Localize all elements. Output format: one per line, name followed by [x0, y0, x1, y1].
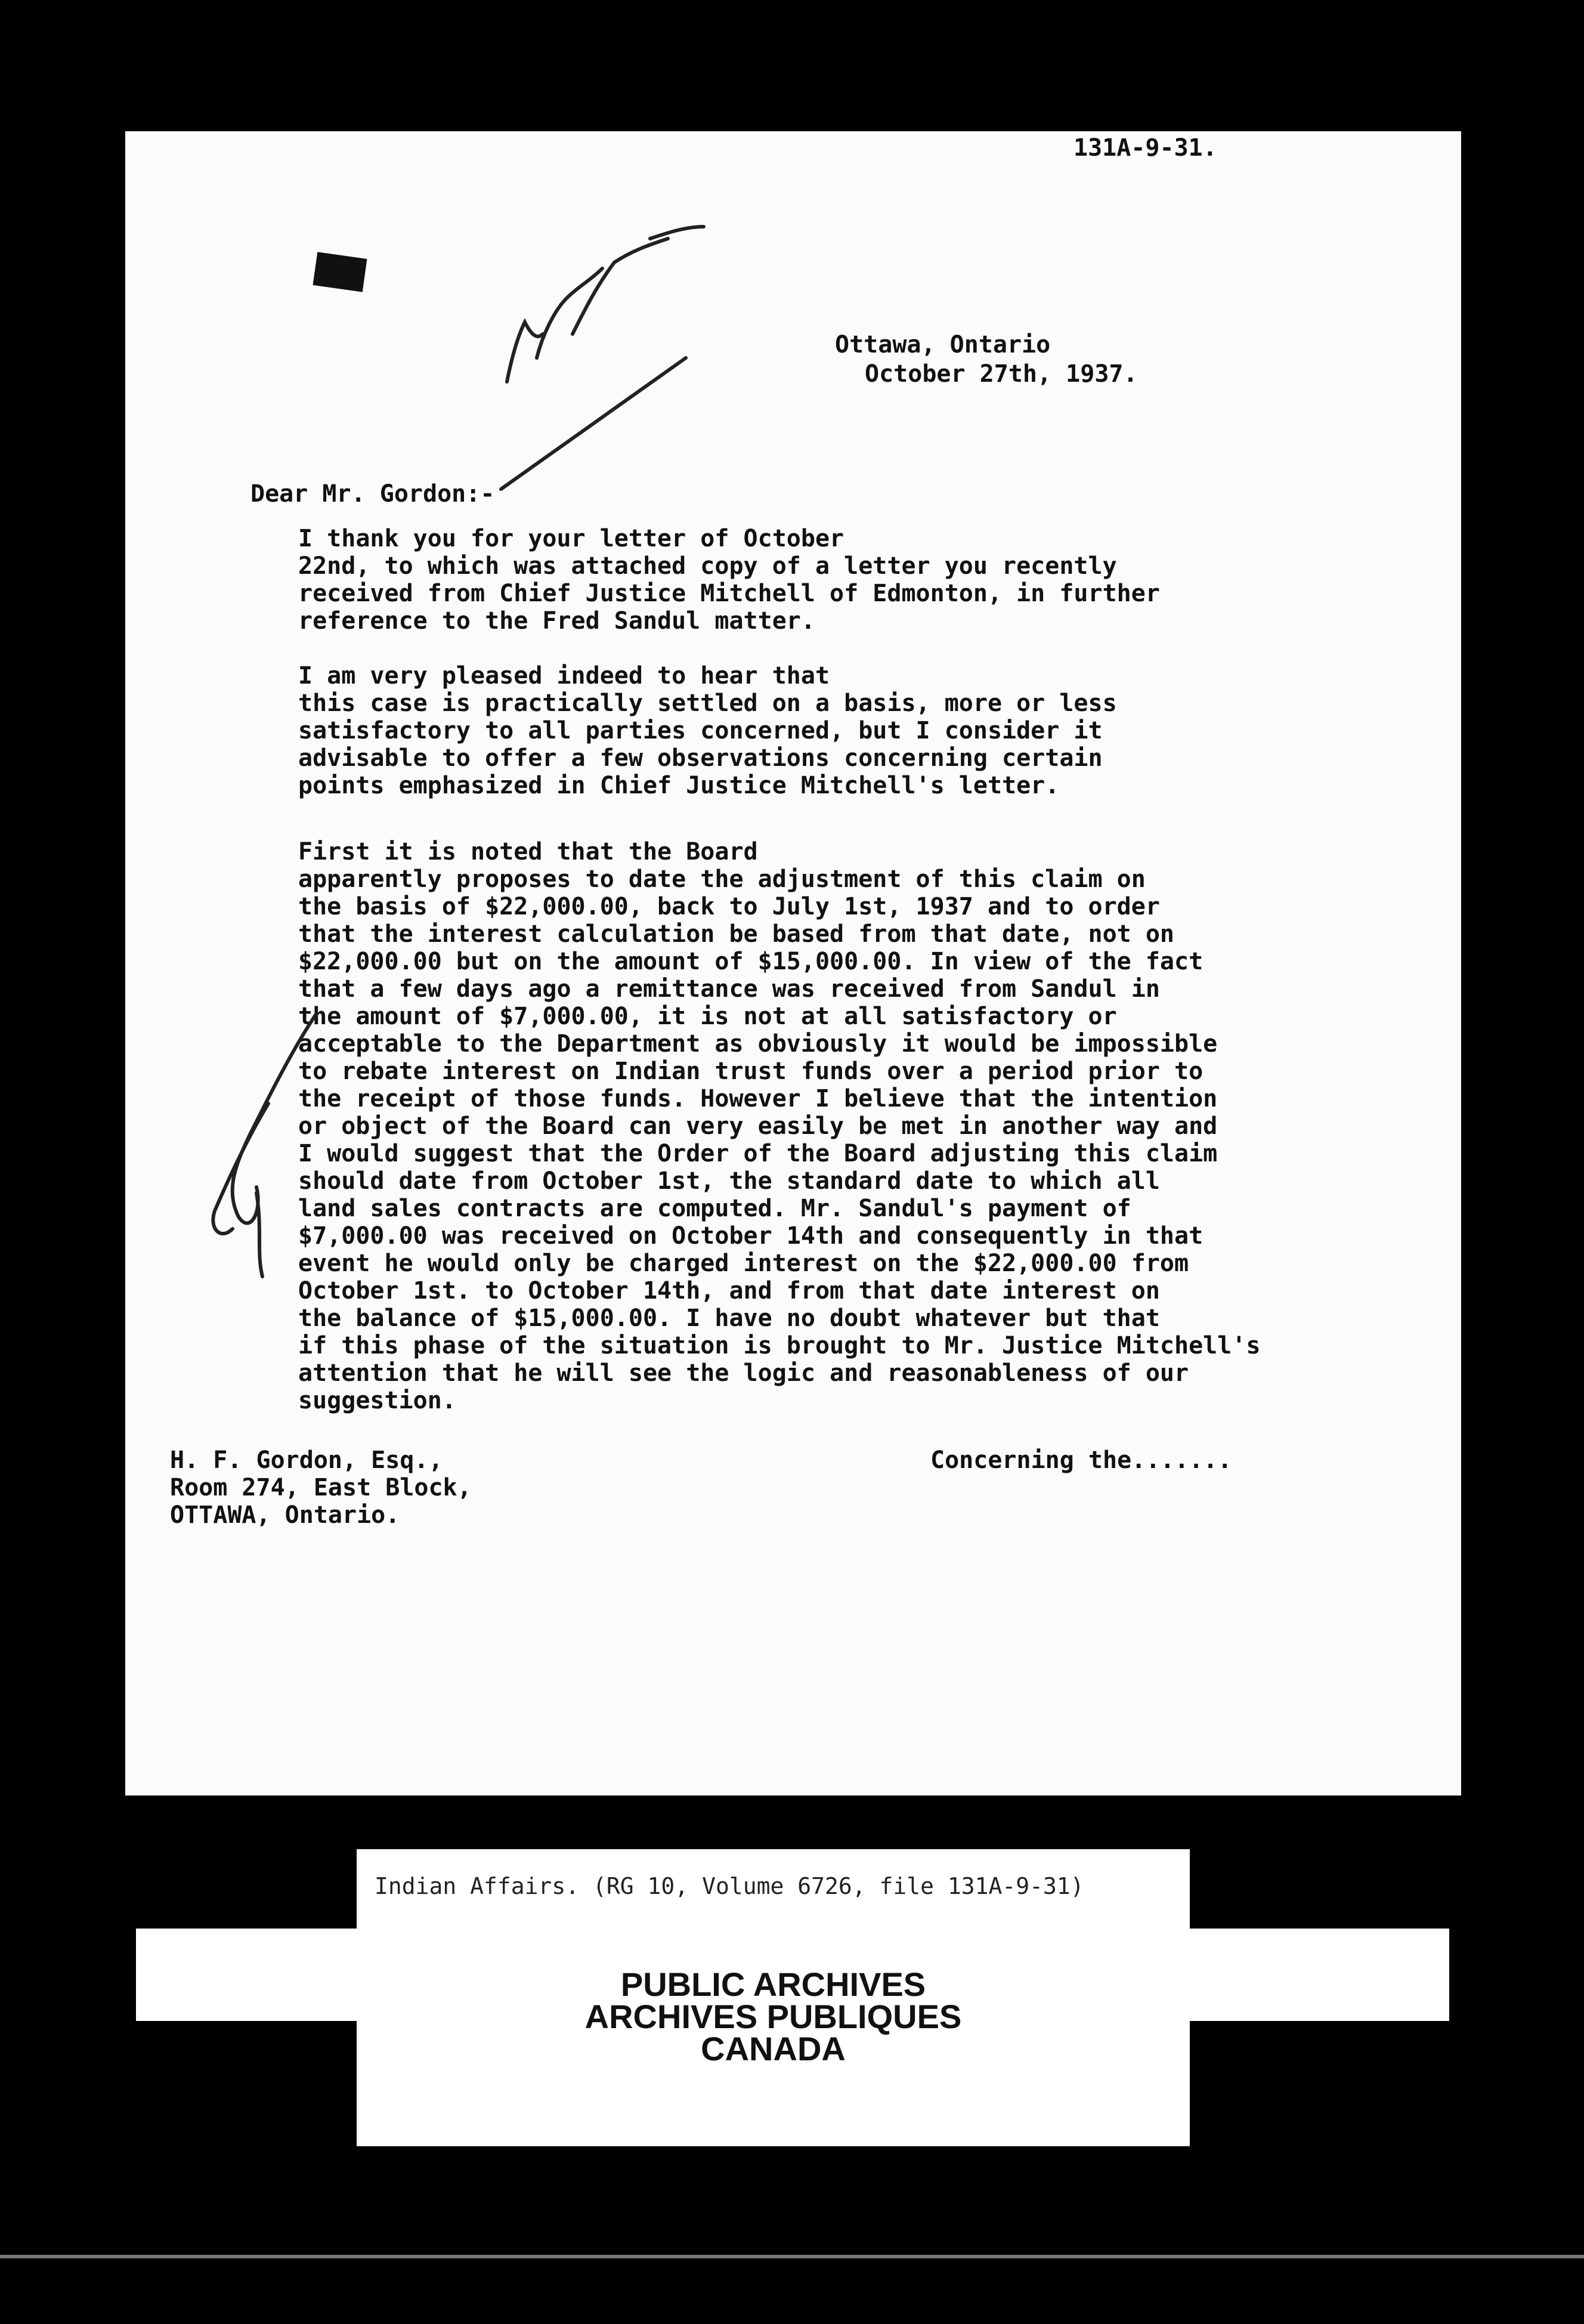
paragraph-line: I am very pleased indeed to hear that	[298, 662, 830, 690]
archive-reference-text: Indian Affairs. (RG 10, Volume 6726, file 131A-9-31)	[375, 1873, 1084, 1899]
paragraph-line: reference to the Fred Sandul matter.	[298, 607, 815, 635]
paragraph-line: I would suggest that the Order of the Board adjusting this claim	[298, 1140, 1218, 1167]
paragraph-line: the balance of $15,000.00. I have no doubt whatever but that	[298, 1305, 1160, 1332]
paragraph-line: I thank you for your letter of October	[298, 525, 844, 552]
paragraph-line: October 1st. to October 14th, and from that date interest on	[298, 1277, 1160, 1305]
salutation: Dear Mr. Gordon:-	[250, 480, 495, 508]
paragraph-2	[298, 662, 1117, 799]
paragraph-line: First it is noted that the Board	[298, 838, 758, 866]
addressee-line: H. F. Gordon, Esq.,	[170, 1447, 443, 1474]
paragraph-line: if this phase of the situation is brought to Mr. Justice Mitchell's	[298, 1332, 1261, 1359]
paragraph-line: or object of the Board can very easily be met in another way and	[298, 1112, 1218, 1140]
paragraph-line: satisfactory to all parties concerned, but I consider it	[298, 717, 1103, 744]
paragraph-line: the amount of $7,000.00, it is not at all satisfactory or	[298, 1003, 1117, 1030]
paragraph-line: to rebate interest on Indian trust funds over a period prior to	[298, 1058, 1204, 1085]
paragraph-line: the receipt of those funds. However I believe that the intention	[298, 1085, 1218, 1112]
stamp-line: CANADA	[701, 2030, 846, 2068]
file-number: 131A-9-31.	[1073, 134, 1217, 162]
paragraph-line: 22nd, to which was attached copy of a letter you recently	[298, 552, 1117, 580]
paragraph-line: advisable to offer a few observations concerning certain	[298, 744, 1103, 772]
paragraph-line: land sales contracts are computed. Mr. Sandul's payment of	[298, 1195, 1131, 1222]
paragraph-1	[298, 525, 1160, 635]
paragraph-line: that the interest calculation be based from that date, not on	[298, 920, 1175, 948]
paragraph-line: apparently proposes to date the adjustment of this claim on	[298, 866, 1146, 893]
paragraph-line: should date from October 1st, the standard date to which all	[298, 1167, 1160, 1195]
paragraph-line: points emphasized in Chief Justice Mitchell's letter.	[298, 772, 1060, 799]
paragraph-line: $22,000.00 but on the amount of $15,000.00. In view of the fact	[298, 948, 1204, 975]
addressee-line: Room 274, East Block,	[170, 1474, 472, 1501]
paragraph-line: the basis of $22,000.00, back to July 1st, 1937 and to order	[298, 893, 1160, 920]
stamp-line: PUBLIC ARCHIVES	[620, 1965, 926, 2003]
paragraph-3	[298, 838, 1261, 1414]
paragraph-line: received from Chief Justice Mitchell of Edmonton, in further	[298, 580, 1160, 607]
paragraph-line: attention that he will see the logic and reasonableness of our	[298, 1359, 1189, 1387]
addressee-block	[170, 1447, 472, 1529]
paragraph-line: acceptable to the Department as obviously it would be impossible	[298, 1030, 1218, 1058]
addressee-line: OTTAWA, Ontario.	[170, 1501, 400, 1529]
continuation-line: Concerning the.......	[930, 1447, 1232, 1474]
letter-place: Ottawa, Ontario	[835, 331, 1051, 359]
paragraph-line: this case is practically settled on a basis, more or less	[298, 690, 1117, 717]
paragraph-line: that a few days ago a remittance was received from Sandul in	[298, 975, 1160, 1003]
paragraph-line: event he would only be charged interest on the $22,000.00 from	[298, 1250, 1189, 1277]
archive-stamp	[357, 1965, 1190, 2068]
paragraph-line: suggestion.	[298, 1387, 456, 1414]
film-edge-rule	[0, 2255, 1584, 2258]
letter-date: October 27th, 1937.	[865, 360, 1138, 388]
paragraph-line: $7,000.00 was received on October 14th and consequently in that	[298, 1222, 1204, 1250]
stamp-line: ARCHIVES PUBLIQUES	[584, 1998, 962, 2035]
